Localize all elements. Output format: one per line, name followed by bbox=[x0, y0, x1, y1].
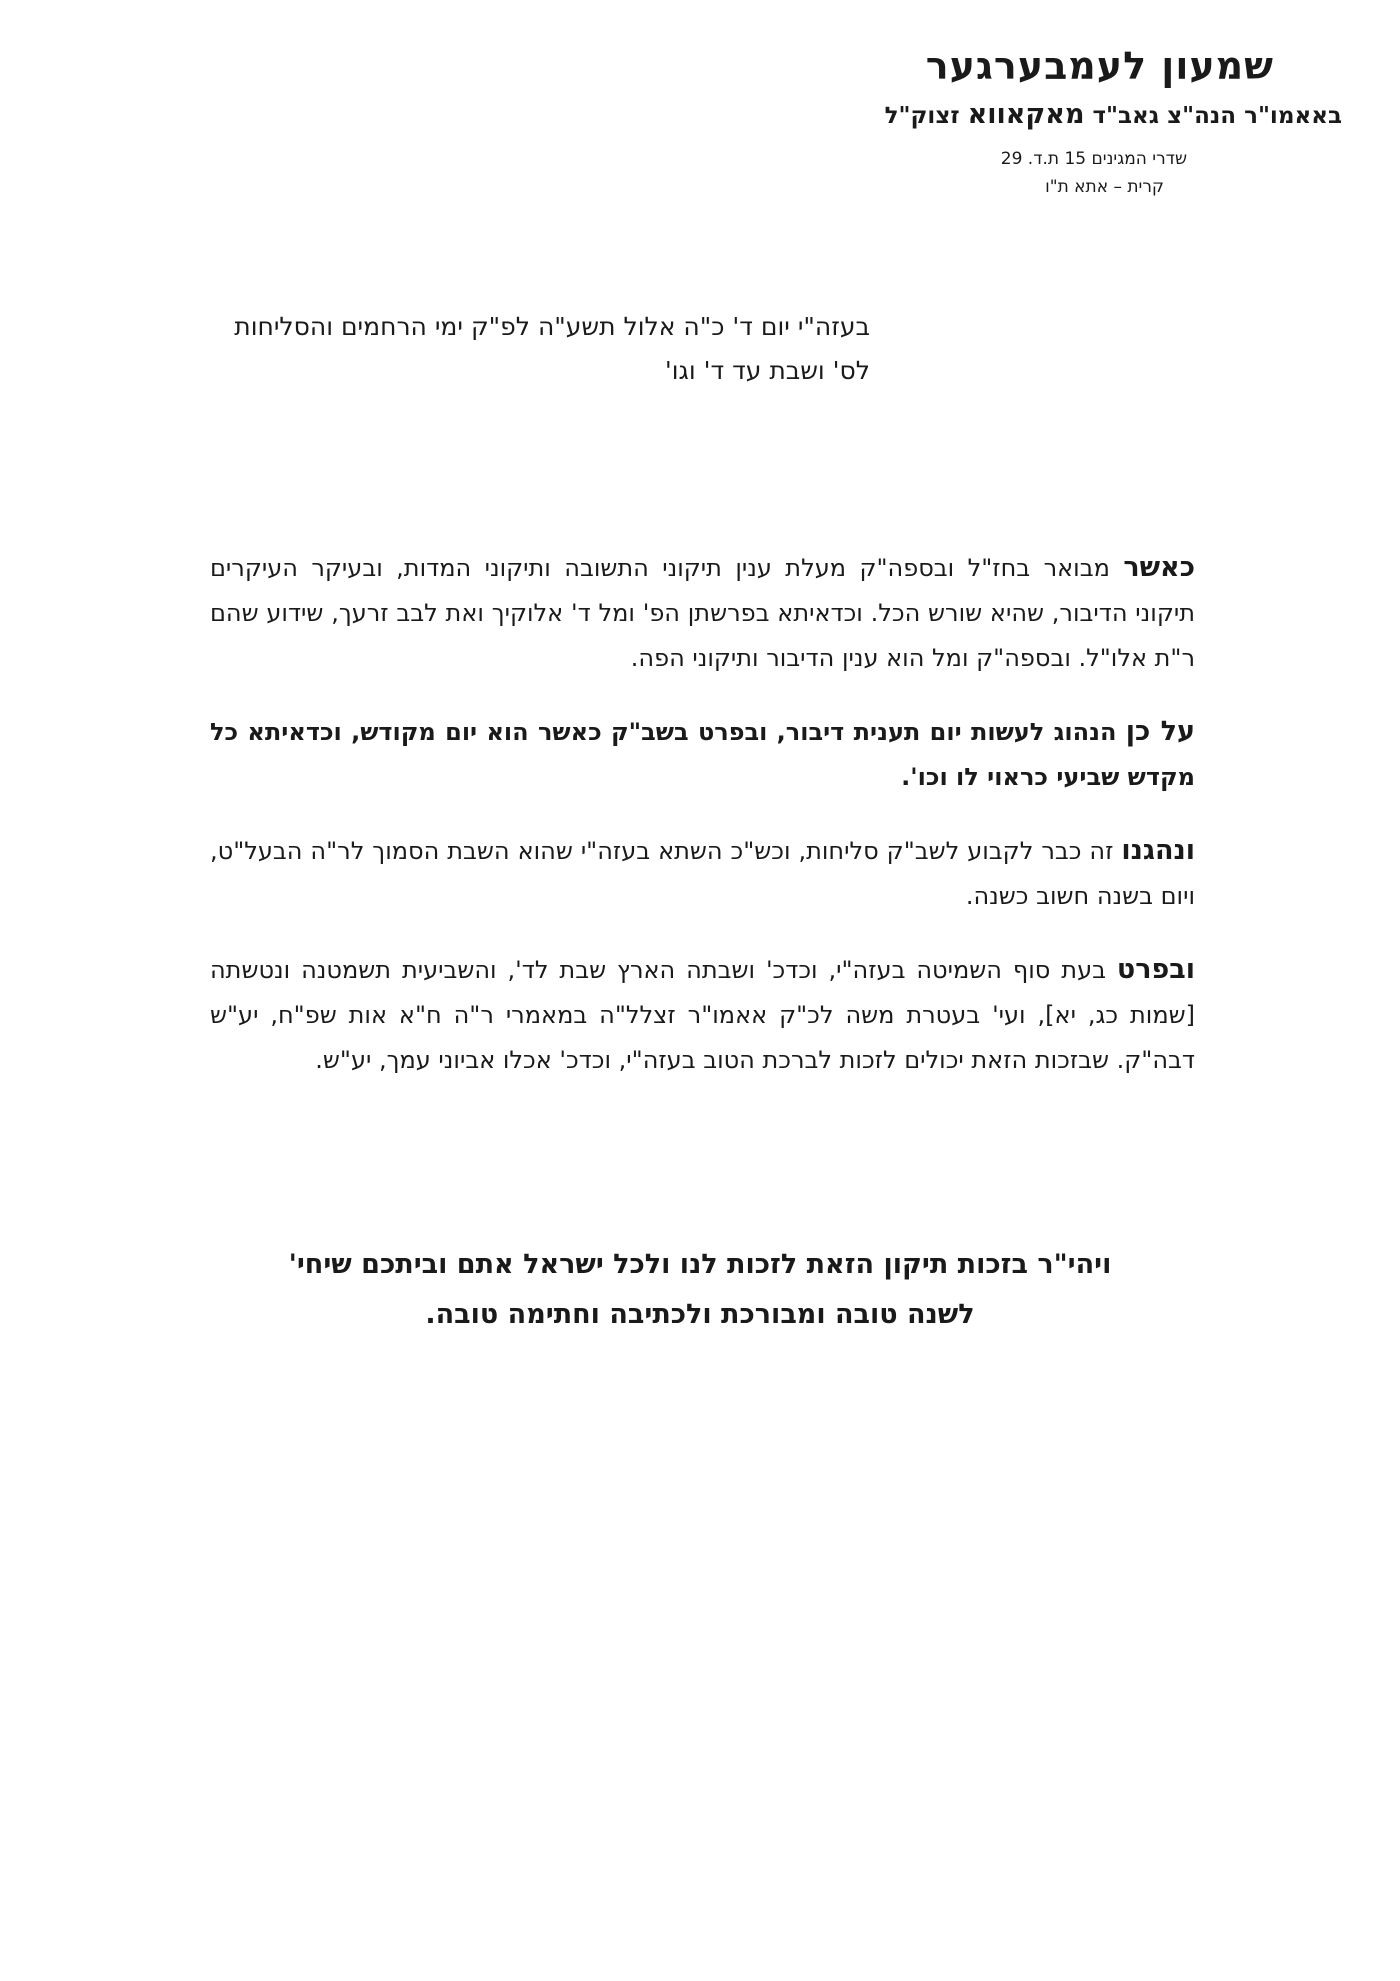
letterhead-name: שמעון לעמבערגער bbox=[925, 44, 1274, 88]
dateline-line-1: בעזה"י יום ד' כ"ה אלול תשע"ה לפ"ק ימי הרחמים והסליחות bbox=[234, 312, 870, 341]
letterhead-address: שדרי המגינים 15 ת.ד. 29 bbox=[1000, 149, 1187, 169]
closing-line-1: ויהי"ר בזכות תיקון הזאת לזכות לנו ולכל ישראל אתם וביתכם שיחי' bbox=[288, 1249, 1112, 1280]
paragraph-lead-word: על כן bbox=[1125, 716, 1195, 747]
letterhead-title-place: מאקאווא bbox=[967, 99, 1085, 130]
body-paragraph bbox=[210, 828, 1195, 919]
letterhead-title-suffix: זצוק"ל bbox=[884, 103, 960, 129]
dateline-line-2: לס' ושבת עד ד' וגו' bbox=[664, 356, 870, 385]
letterhead-city: קרית – אתא ת"ו bbox=[1045, 177, 1164, 197]
body-paragraph bbox=[210, 709, 1195, 800]
paragraph-text: בעת סוף השמיטה בעזה"י, וכדכ' ושבתה הארץ שבת לד', והשביעית תשמטנה ונטשתה [שמות כג, יא], ועי' בעטרת משה לכ"ק אאמו"ר זצלל"ה במאמרי ר"ה ח"א אות שפ"ח, יע"ש דבה"ק. שבזכות הזאת יכולים לזכות לברכת הטוב בעזה"י, וכדכ' אכלו אביוני עמך, יע"ש. bbox=[210, 956, 1195, 1074]
letterhead-title-prefix: באאמו"ר הנה"צ גאב"ד bbox=[1092, 103, 1342, 129]
closing-line-2: לשנה טובה ומבורכת ולכתיבה וחתימה טובה. bbox=[425, 1299, 975, 1330]
body-paragraph bbox=[210, 545, 1195, 681]
paragraph-text: הנהוג לעשות יום תענית דיבור, ובפרט בשב"ק כאשר הוא יום מקודש, וכדאיתא כל מקדש שביעי כראוי לו וכו'. bbox=[210, 718, 1195, 791]
paragraph-lead-word: ונהגנו bbox=[1121, 835, 1195, 866]
body-paragraph bbox=[210, 947, 1195, 1083]
letter-body bbox=[210, 545, 1195, 1111]
letterhead bbox=[782, 40, 1342, 201]
paragraph-lead-word: ובפרט bbox=[1116, 954, 1195, 985]
paragraph-text: מבואר בחז"ל ובספה"ק מעלת ענין תיקוני התשובה ותיקוני המדות, ובעיקר העיקרים תיקוני הדיבור, שהיא שורש הכל. וכדאיתא בפרשתן הפ' ומל ד' אלוקיך ואת לבב זרעך, שידוע שהם ר"ת אלו"ל. ובספה"ק ומל הוא ענין הדיבור ותיקוני הפה. bbox=[210, 554, 1195, 672]
letterhead-title bbox=[782, 96, 1342, 135]
paragraph-text: זה כבר לקבוע לשב"ק סליחות, וכש"כ השתא בעזה"י שהוא השבת הסמוך לר"ה הבעל"ט, ויום בשנה חשוב כשנה. bbox=[210, 837, 1195, 910]
paragraph-lead-word: כאשר bbox=[1123, 552, 1195, 583]
dateline bbox=[130, 305, 870, 393]
closing-blessing bbox=[200, 1240, 1200, 1340]
